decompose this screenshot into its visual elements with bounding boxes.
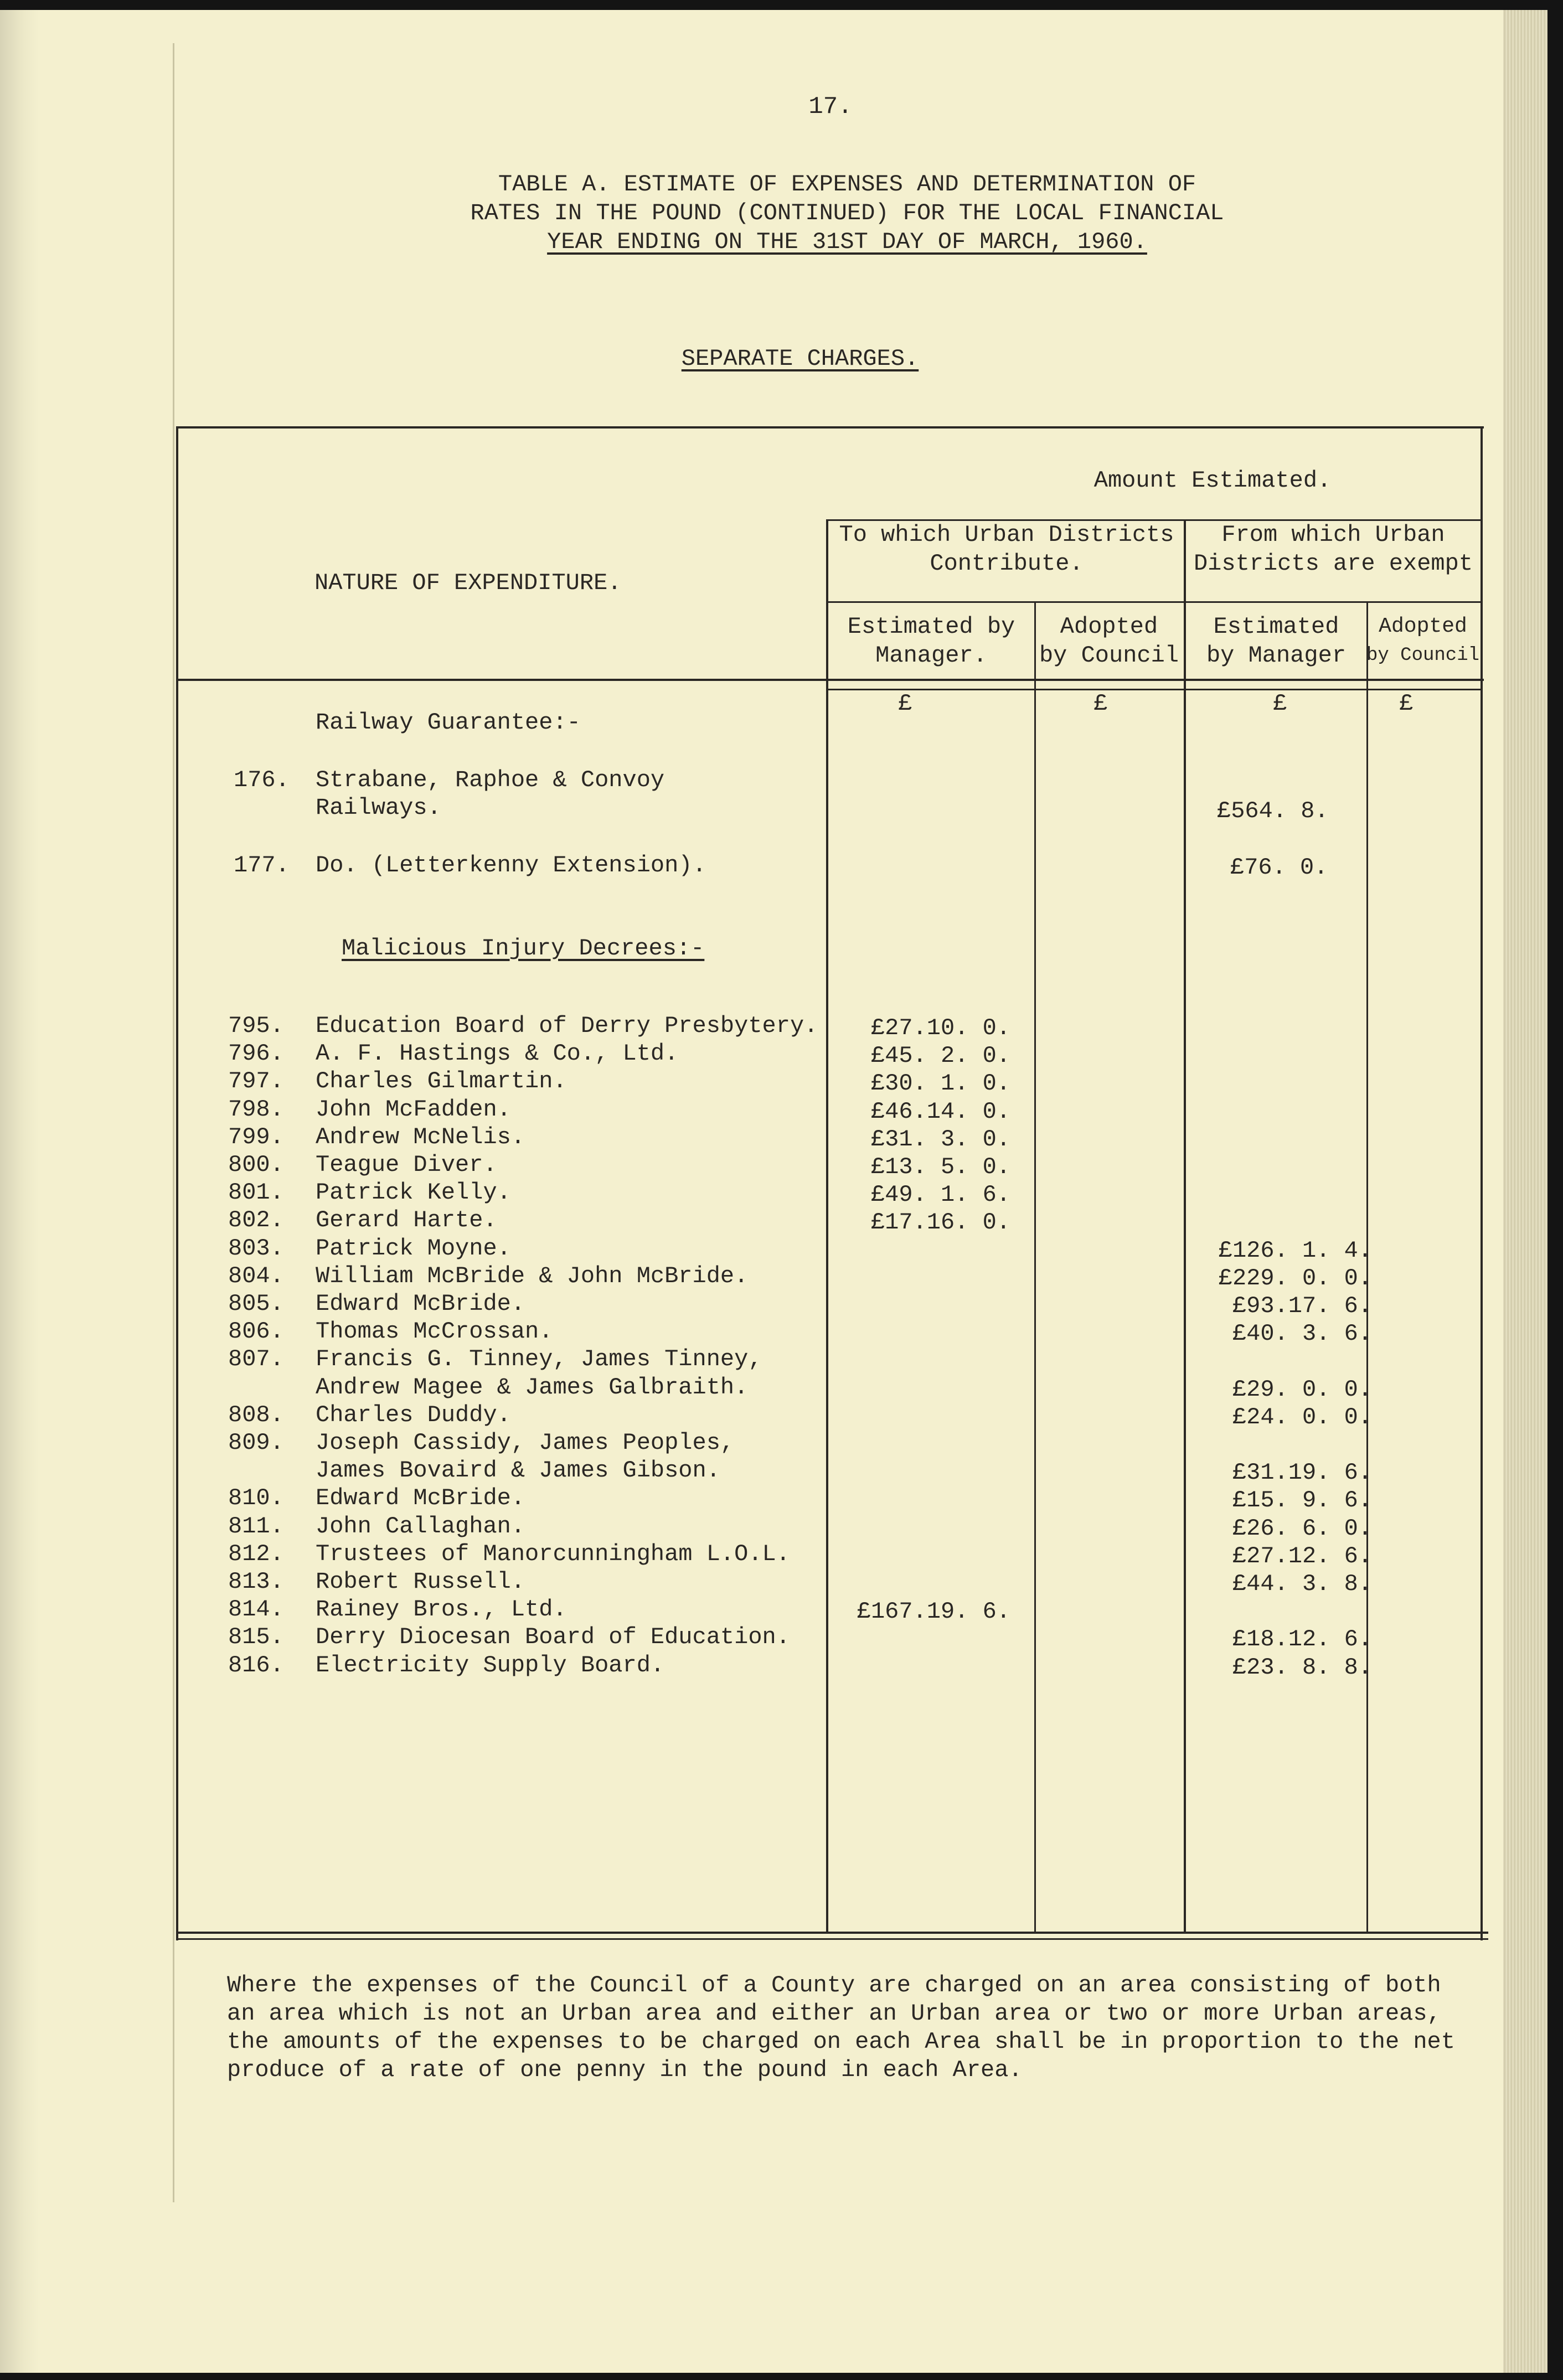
currency-symbol: £ — [898, 690, 912, 717]
amount-exempt-manager: £18.12. 6. — [1232, 1626, 1372, 1653]
row-description: Edward McBride. — [316, 1290, 525, 1317]
row-number: 800. — [228, 1152, 284, 1178]
row-description: Derry Diocesan Board of Education. — [316, 1624, 790, 1651]
amount-contribute-manager: £27.10. 0. — [870, 1015, 1010, 1041]
row-description: William McBride & John McBride. — [316, 1262, 749, 1289]
currency-symbol: £ — [1273, 690, 1287, 717]
binding-shadow — [0, 10, 39, 2373]
page-edge — [1503, 10, 1547, 2373]
row-number: 807. — [228, 1346, 284, 1373]
row-number: 795. — [228, 1013, 284, 1039]
row-description: Do. (Letterkenny Extension). — [316, 852, 706, 879]
row-description: Andrew McNelis. — [316, 1123, 525, 1150]
currency-symbol: £ — [1399, 690, 1414, 717]
amount-exempt-manager: £15. 9. 6. — [1232, 1487, 1372, 1514]
amount-exempt-manager: £23. 8. 8. — [1232, 1654, 1372, 1681]
header-estimated-by-manager-exempt-1: Estimated — [1213, 613, 1339, 640]
row-description: Charles Duddy. — [316, 1401, 511, 1428]
section-subtitle: SEPARATE CHARGES. — [681, 345, 919, 372]
currency-symbol: £ — [1093, 690, 1108, 717]
header-exempt-line-1: From which Urban — [1221, 522, 1445, 548]
row-description: Andrew Magee & James Galbraith. — [316, 1374, 749, 1401]
amount-contribute-manager: £45. 2. 0. — [870, 1042, 1010, 1070]
header-adopted-by-council-1: Adopted — [1060, 613, 1158, 640]
footnote-line: produce of a rate of one penny in the pound in each Area. — [227, 2057, 1023, 2083]
amount-contribute-manager: £30. 1. 0. — [870, 1070, 1010, 1097]
header-amount-estimated: Amount Estimated. — [1093, 467, 1332, 494]
header-contribute-line-2: Contribute. — [930, 550, 1084, 577]
amount-contribute-manager: £17.16. 0. — [870, 1209, 1010, 1236]
row-description: Robert Russell. — [316, 1568, 525, 1595]
amount-contribute-manager: £46.14. 0. — [870, 1098, 1010, 1125]
page-number: 17. — [808, 93, 853, 121]
row-description: Trustees of Manorcunningham L.O.L. — [316, 1540, 790, 1567]
row-number: 809. — [228, 1429, 284, 1456]
row-description: Electricity Supply Board. — [316, 1651, 665, 1679]
row-description: Gerard Harte. — [316, 1207, 497, 1234]
row-number: 796. — [228, 1040, 284, 1067]
row-number: 808. — [228, 1401, 284, 1428]
amount-exempt-manager: £93.17. 6. — [1232, 1293, 1372, 1319]
amount-exempt-manager: £27.12. 6. — [1232, 1542, 1372, 1570]
amount-contribute-manager: £13. 5. 0. — [870, 1154, 1010, 1180]
amount-exempt-manager: £229. 0. 0. — [1218, 1264, 1372, 1292]
row-description: Patrick Kelly. — [316, 1179, 511, 1206]
row-description: Thomas McCrossan. — [316, 1318, 553, 1345]
footnote-line: the amounts of the expenses to be charged on each Area shall be in proportion to the net — [227, 2028, 1455, 2055]
row-description: Joseph Cassidy, James Peoples, — [316, 1429, 735, 1456]
amount-exempt-manager: £26. 6. 0. — [1232, 1515, 1372, 1542]
header-nature: NATURE OF EXPENDITURE. — [314, 570, 622, 596]
row-number: 812. — [228, 1540, 284, 1567]
row-description: Edward McBride. — [316, 1485, 525, 1512]
amount-exempt-manager: £564. 8. — [1217, 798, 1329, 824]
title-line-3: YEAR ENDING ON THE 31ST DAY OF MARCH, 1960. — [547, 229, 1147, 255]
amount-exempt-manager: £76. 0. — [1230, 854, 1328, 881]
row-description: John Callaghan. — [316, 1512, 525, 1540]
row-number: 798. — [228, 1096, 284, 1123]
amount-exempt-manager: £44. 3. 8. — [1232, 1571, 1372, 1597]
row-description: Francis G. Tinney, James Tinney, — [316, 1346, 762, 1373]
row-description: Charles Gilmartin. — [316, 1068, 567, 1095]
amount-exempt-manager: £126. 1. 4. — [1218, 1237, 1372, 1264]
header-adopted-by-council-exempt-1: Adopted — [1379, 615, 1467, 638]
footnote-line: an area which is not an Urban area and either an Urban area or two or more Urban areas, — [227, 2000, 1441, 2027]
row-number: 806. — [228, 1318, 284, 1345]
row-number: 176. — [234, 767, 290, 793]
row-description: Patrick Moyne. — [316, 1235, 511, 1262]
row-number: 803. — [228, 1235, 284, 1262]
row-description: James Bovaird & James Gibson. — [316, 1457, 720, 1484]
header-estimated-by-manager-exempt-2: by Manager — [1206, 642, 1347, 669]
row-number: 801. — [228, 1179, 284, 1206]
row-number: 811. — [228, 1512, 284, 1540]
row-number: 813. — [228, 1568, 284, 1595]
title-line-1: TABLE A. ESTIMATE OF EXPENSES AND DETERMINATION OF — [498, 171, 1196, 198]
row-description: Teague Diver. — [316, 1152, 497, 1178]
row-description: Education Board of Derry Presbytery. — [316, 1013, 818, 1039]
row-number: 810. — [228, 1485, 284, 1512]
header-adopted-by-council-exempt-2: by Council — [1366, 645, 1480, 666]
header-exempt-line-2: Districts are exempt — [1193, 550, 1473, 577]
amount-exempt-manager: £29. 0. 0. — [1232, 1376, 1372, 1403]
row-description: Railways. — [316, 794, 441, 821]
footnote-line: Where the expenses of the Council of a County are charged on an area consisting of both — [227, 1972, 1441, 1999]
header-estimated-by-manager-1: Estimated by — [847, 613, 1015, 640]
document-page — [0, 10, 1547, 2373]
section-heading-railway: Railway Guarantee:- — [316, 709, 581, 736]
title-line-2: RATES IN THE POUND (CONTINUED) FOR THE LOCAL FINANCIAL — [470, 200, 1224, 226]
row-number: 799. — [228, 1123, 284, 1150]
row-number: 802. — [228, 1207, 284, 1234]
row-number: 814. — [228, 1596, 284, 1623]
row-number: 797. — [228, 1068, 284, 1095]
amount-exempt-manager: £31.19. 6. — [1232, 1459, 1372, 1486]
row-number: 816. — [228, 1651, 284, 1679]
amount-contribute-manager: £49. 1. 6. — [870, 1181, 1010, 1209]
row-number: 177. — [234, 852, 290, 879]
margin-rule — [173, 43, 174, 2202]
section-heading-malicious-injury: Malicious Injury Decrees:- — [342, 935, 705, 962]
amount-exempt-manager: £24. 0. 0. — [1232, 1403, 1372, 1431]
header-contribute-line-1: To which Urban Districts — [839, 522, 1174, 548]
amount-contribute-manager: £167.19. 6. — [857, 1598, 1010, 1625]
row-description: John McFadden. — [316, 1096, 511, 1123]
row-number: 804. — [228, 1262, 284, 1289]
amount-exempt-manager: £40. 3. 6. — [1232, 1320, 1372, 1348]
row-description: Rainey Bros., Ltd. — [316, 1596, 567, 1623]
header-estimated-by-manager-2: Manager. — [875, 642, 987, 669]
amount-contribute-manager: £31. 3. 0. — [870, 1126, 1010, 1153]
row-number: 805. — [228, 1290, 284, 1317]
header-adopted-by-council-2: by Council — [1039, 642, 1179, 669]
row-description: A. F. Hastings & Co., Ltd. — [316, 1040, 679, 1067]
row-description: Strabane, Raphoe & Convoy — [316, 767, 665, 793]
row-number: 815. — [228, 1624, 284, 1651]
